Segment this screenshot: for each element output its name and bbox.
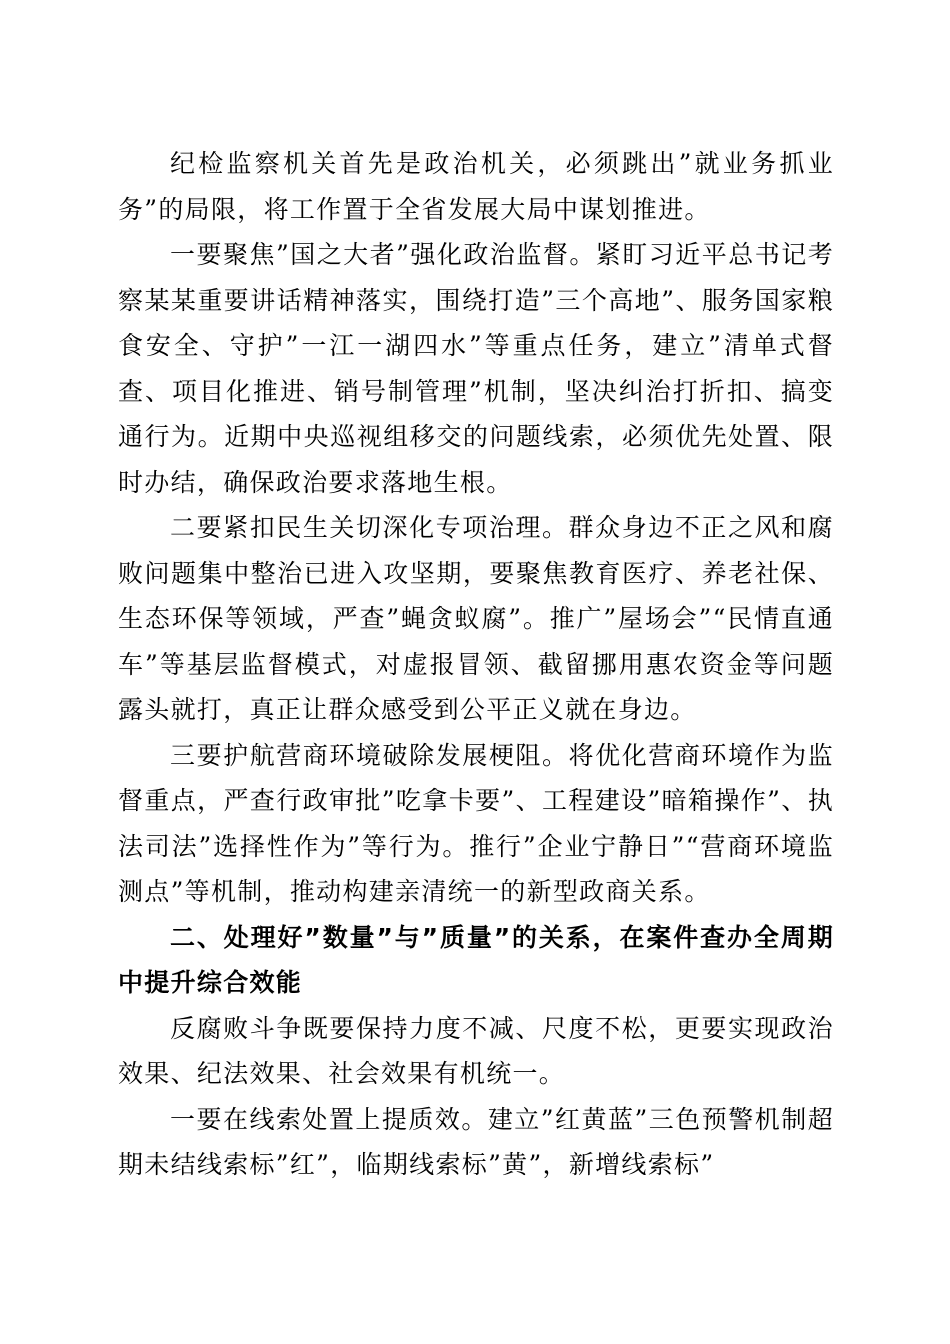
paragraph-anti-corruption: 反腐败斗争既要保持力度不减、尺度不松，更要实现政治效果、纪法效果、社会效果有机统一。	[118, 1013, 834, 1088]
paragraph-intro: 纪检监察机关首先是政治机关，必须跳出”就业务抓业务”的局限，将工作置于全省发展大局中谋划推进。	[118, 149, 834, 224]
paragraph-clue-handling: 一要在线索处置上提质效。建立”红黄蓝”三色预警机制超期未结线索标”红”，临期线索标”黄”，新增线索标”	[118, 1104, 834, 1179]
paragraph-business-environment: 三要护航营商环境破除发展梗阻。将优化营商环境作为监督重点，严查行政审批”吃拿卡要”、工程建设”暗箱操作”、执法司法”选择性作为”等行为。推行”企业宁静日”“营商环境监测点”等机制，推动构建亲清统一的新型政商关系。	[118, 740, 834, 906]
document-body	[118, 141, 834, 1188]
paragraph-political-supervision: 一要聚焦”国之大者”强化政治监督。紧盯习近平总书记考察某某重要讲话精神落实，围绕打造”三个高地”、服务国家粮食安全、守护”一江一湖四水”等重点任务，建立”清单式督查、项目化推进、销号制管理”机制，坚决纠治打折扣、搞变通行为。近期中央巡视组移交的问题线索，必须优先处置、限时办结，确保政治要求落地生根。	[118, 240, 834, 497]
section-heading-quantity-quality: 二、处理好”数量”与”质量”的关系，在案件查办全周期中提升综合效能	[118, 922, 834, 997]
paragraph-livelihood-governance: 二要紧扣民生关切深化专项治理。群众身边不正之风和腐败问题集中整治已进入攻坚期，要聚焦教育医疗、养老社保、生态环保等领域，严查”蝇贪蚁腐”。推广”屋场会”“民情直通车”等基层监督模式，对虚报冒领、截留挪用惠农资金等问题露头就打，真正让群众感受到公平正义就在身边。	[118, 513, 834, 724]
